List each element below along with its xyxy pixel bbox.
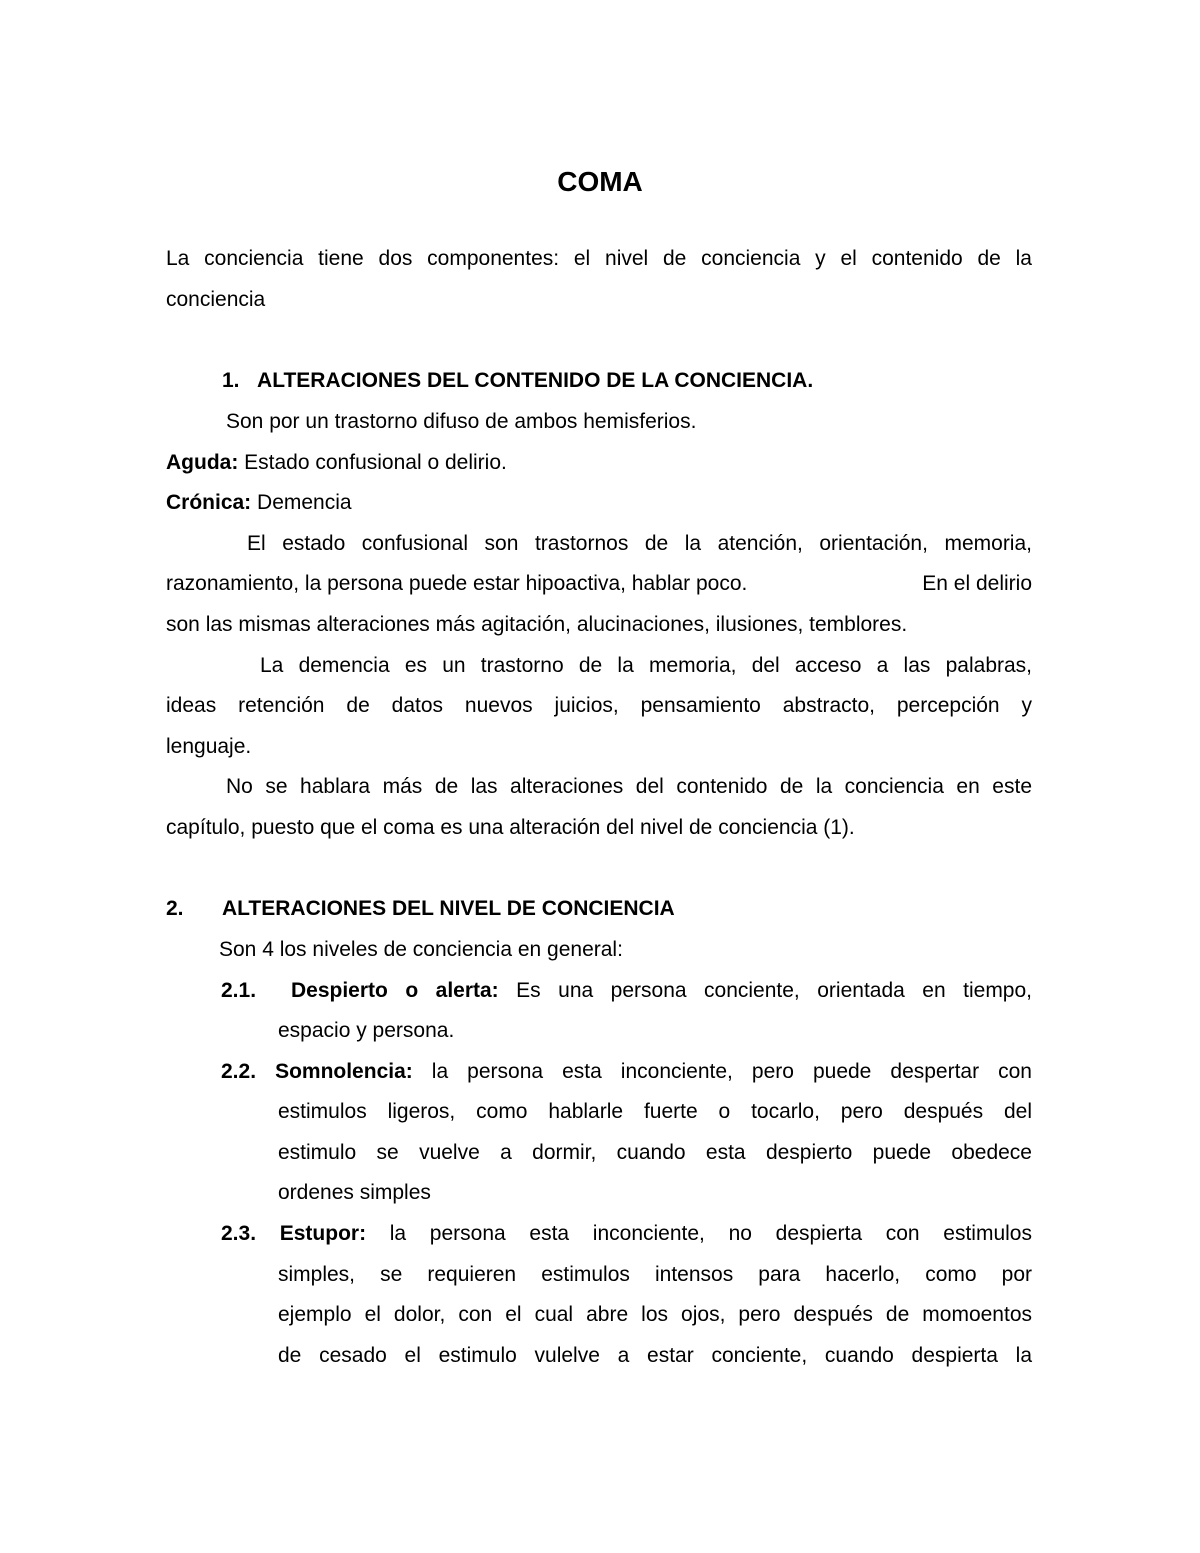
item-2-2-label: Somnolencia:: [275, 1060, 413, 1083]
para-1-line-3: son las mismas alteraciones más agitación, alucinaciones, ilusiones, temblores.: [166, 613, 908, 636]
para-2-line-2: ideas retención de datos nuevos juicios, pensamiento abstracto, percepción y: [166, 694, 1032, 717]
item-2-1-line-1: [221, 977, 1032, 1005]
intro-line-1: La conciencia tiene dos componentes: el nivel de conciencia y el contenido de la: [166, 247, 1032, 270]
item-2-3-line-2: simples, se requieren estimulos intensos para hacerlo, como por: [278, 1263, 1032, 1286]
item-2-3-line-1: [221, 1220, 1032, 1248]
para-2-line-1: La demencia es un trastorno de la memoria, del acceso a las palabras,: [260, 654, 1032, 677]
item-2-1-label: Despierto o alerta:: [291, 979, 499, 1002]
item-2-2-number: 2.2.: [221, 1060, 257, 1083]
item-2-3-text: la persona esta inconciente, no despierta con estimulos: [366, 1222, 1032, 1245]
item-2-3-label: Estupor:: [279, 1222, 367, 1245]
para-1-line-2b: En el delirio: [922, 572, 1032, 595]
item-2-3-line-3: ejemplo el dolor, con el cual abre los ojos, pero después de momoentos: [278, 1303, 1032, 1326]
item-2-1-line-2: espacio y persona.: [278, 1019, 455, 1042]
section-1-title: ALTERACIONES DEL CONTENIDO DE LA CONCIENCIA.: [257, 369, 814, 392]
cronica-line: [166, 489, 1032, 517]
intro-line-2: conciencia: [166, 288, 266, 311]
aguda-line: [166, 449, 1032, 477]
page-title: COMA: [557, 166, 643, 197]
para-1-line-1: El estado confusional son trastornos de la atención, orientación, memoria,: [247, 532, 1032, 555]
section-1-heading: [222, 367, 1022, 395]
section-1-number: 1.: [222, 369, 240, 392]
aguda-text: Estado confusional o delirio.: [238, 451, 507, 474]
item-2-1-text: Es una persona conciente, orientada en tiempo,: [498, 979, 1032, 1002]
section-2-subtitle: Son 4 los niveles de conciencia en general:: [219, 938, 623, 961]
section-2-title: ALTERACIONES DEL NIVEL DE CONCIENCIA: [222, 897, 675, 920]
item-2-3-line-4: de cesado el estimulo vulelve a estar conciente, cuando despierta la: [278, 1344, 1032, 1367]
cronica-label: Crónica:: [166, 491, 252, 514]
para-3-line-1: No se hablara más de las alteraciones del contenido de la conciencia en este: [226, 775, 1032, 798]
item-2-1-number: 2.1.: [221, 979, 257, 1002]
item-2-2-line-2: estimulos ligeros, como hablarle fuerte o tocarlo, pero después del: [278, 1100, 1032, 1123]
para-3-line-2: capítulo, puesto que el coma es una alteración del nivel de conciencia (1).: [166, 816, 855, 839]
item-2-2-line-4: ordenes simples: [278, 1181, 431, 1204]
item-2-2-line-1: [221, 1058, 1032, 1086]
item-2-3-number: 2.3.: [221, 1222, 257, 1245]
cronica-text: Demencia: [251, 491, 352, 514]
para-1-line-2a: razonamiento, la persona puede estar hipoactiva, hablar poco.: [166, 572, 748, 595]
para-1-line-2: [166, 570, 1032, 598]
section-2-number: 2.: [166, 897, 184, 920]
aguda-label: Aguda:: [166, 451, 239, 474]
para-2-line-3: lenguaje.: [166, 735, 252, 758]
section-2-heading: [166, 895, 1032, 923]
section-1-subtitle: Son por un trastorno difuso de ambos hemisferios.: [226, 410, 697, 433]
item-2-2-text: la persona esta inconciente, pero puede despertar con: [412, 1060, 1032, 1083]
item-2-2-line-3: estimulo se vuelve a dormir, cuando esta despierto puede obedece: [278, 1141, 1032, 1164]
